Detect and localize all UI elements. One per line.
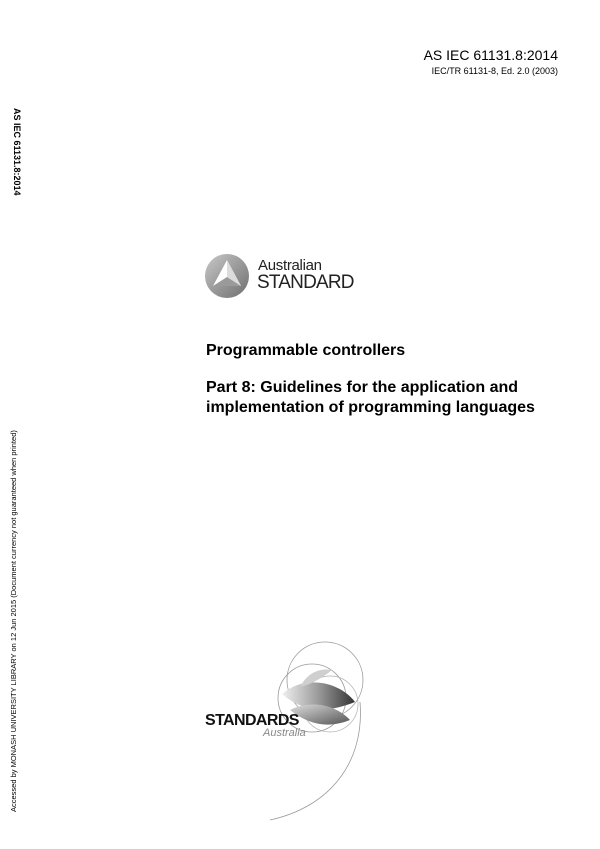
logo-word-standard: STANDARD	[257, 272, 354, 293]
document-subtitle: Part 8: Guidelines for the application and implementation of programming languages	[206, 379, 535, 416]
equivalent-reference: IEC/TR 61131-8, Ed. 2.0 (2003)	[431, 66, 558, 76]
publisher-word-standards: STANDARDS	[205, 712, 299, 729]
logo-word-australian: Australian	[258, 257, 322, 274]
australian-standard-logo-icon	[204, 253, 250, 299]
document-title: Programmable controllers	[206, 342, 406, 359]
publisher-word-australia: Australia	[263, 727, 306, 739]
standard-number: AS IEC 61131.8:2014	[423, 47, 558, 63]
access-notice: Accessed by MONASH UNIVERSITY LIBRARY on 12 Jun 2015 (Document currency not guaranteed when printed)	[9, 430, 18, 812]
spine-label: AS IEC 61131.8:2014	[12, 108, 22, 196]
